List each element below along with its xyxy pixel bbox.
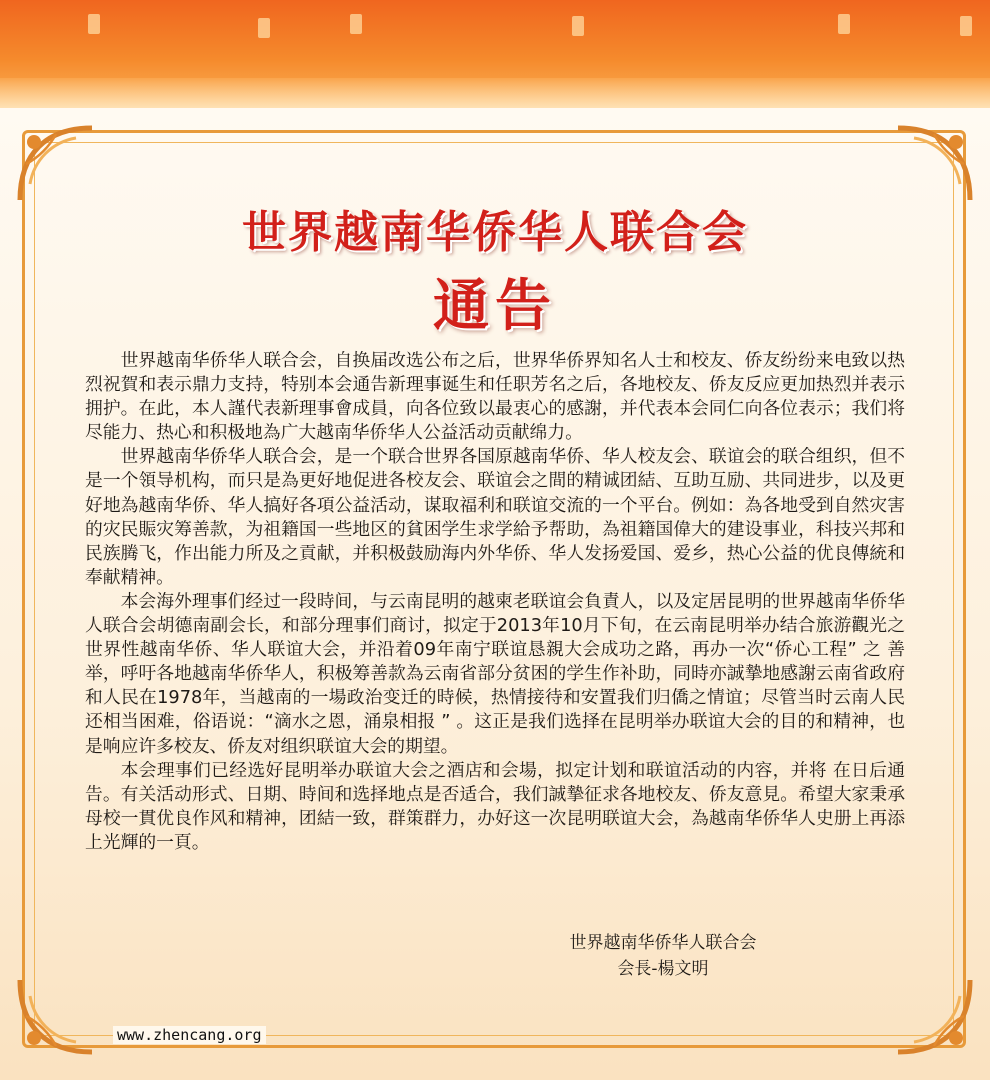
page-title: 世界越南华侨华人联合会	[242, 207, 748, 258]
signature-block	[548, 930, 778, 982]
paragraph: 本会海外理事们经过一段時间，与云南昆明的越柬老联谊会負責人，以及定居昆明的世界越南华侨华人联合会胡德南副会长，和部分理事们商讨，拟定于2013年10月下旬，在云南昆明举办结合旅游觀光之世界性越南华侨、华人联谊大会，并沿着09年南宁联谊恳親大会成功之路，再办一次“侨心工程” 之 善举，呼吁各地越南华侨华人，积极筹善款為云南省部分贫困的学生作补助，同時亦誠摯地感謝云南省政府和人民在1978年，当越南的一場政治变迁的時候，热情接待和安置我们归僑之情谊；尽管当时云南人民还相当困难，俗语说：“滴水之恩，涌泉相报 ” 。这正是我们选择在昆明举办联谊大会的目的和精神，也是响应许多校友、侨友对组织联谊大会的期望。	[85, 590, 905, 757]
signature-name: 会長-楊文明	[617, 959, 709, 979]
signature-organization: 世界越南华侨华人联合会	[569, 933, 757, 953]
paragraph: 本会理事们已经选好昆明举办联谊大会之酒店和会場，拟定计划和联谊活动的内容，并将 在日后通告。有关活动形式、日期、時间和选择地点是否适合，我们誠摯征求各地校友、侨友意見。希望大家秉承母校一貫优良作风和精神，团結一致，群策群力，办好这一次昆明联谊大会，為越南华侨华人史册上再添上光輝的一頁。	[85, 759, 905, 853]
page-subtitle: 通告	[433, 274, 557, 339]
corner-ornament-icon	[16, 124, 96, 204]
paragraph: 世界越南华侨华人联合会，自换届改选公布之后，世界华侨界知名人士和校友、侨友纷纷来电致以热烈祝賀和表示鼎力支持，特别本会通告新理事诞生和任职芳名之后，各地校友、侨友反应更加热烈并表示拥护。在此，本人謹代表新理事會成員，向各位致以最衷心的感謝，并代表本会同仁向各位表示；我们将尽能力、热心和积极地為广大越南华侨华人公益活动贡献绵力。	[85, 350, 905, 444]
banner-light	[258, 18, 270, 38]
banner-light	[88, 14, 100, 34]
banner-stripe	[0, 78, 990, 108]
banner-light	[350, 14, 362, 34]
notice-body	[85, 349, 905, 855]
banner-light	[960, 16, 972, 36]
paragraph: 世界越南华侨华人联合会，是一个联合世界各国原越南华侨、华人校友会、联谊会的联合组织，但不是一个領导机构，而只是為更好地促进各校友会、联谊会之間的精诚团結、互助互励、共同进步，以及更好地為越南华侨、华人搞好各項公益活动，谋取福利和联谊交流的一个平台。例如：為各地受到自然灾害的灾民賑灾筹善款，为祖籍国一些地区的貧困学生求学給予帮助，為祖籍国偉大的建设事业，科技兴邦和民族腾飞，作出能力所及之貢献，并积极鼓励海内外华侨、华人发扬爱国、爱乡，热心公益的优良傳統和奉献精神。	[85, 446, 905, 588]
website-link[interactable]: www.zhencang.org	[113, 1026, 266, 1044]
corner-ornament-icon	[16, 976, 96, 1056]
corner-ornament-icon	[894, 976, 974, 1056]
header-banner	[0, 0, 990, 108]
banner-light	[572, 16, 584, 36]
banner-light	[838, 14, 850, 34]
corner-ornament-icon	[894, 124, 974, 204]
